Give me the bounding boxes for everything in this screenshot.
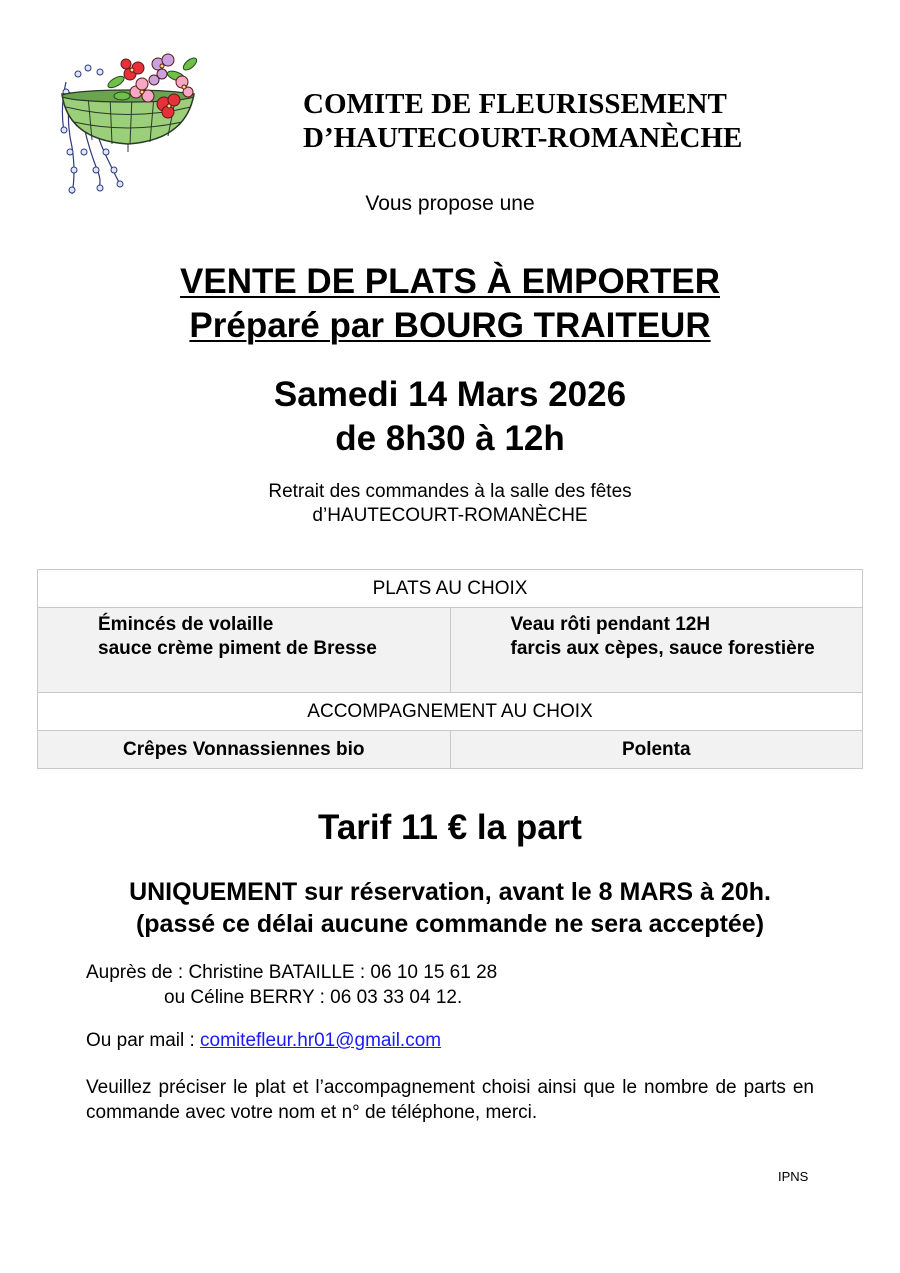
email-link[interactable]: comitefleur.hr01@gmail.com bbox=[200, 1030, 442, 1051]
order-instructions: Veuillez préciser le plat et l’accompagnement choisi ainsi que le nombre de parts en commande avec votre nom et n° de téléphone, merci. bbox=[86, 1077, 814, 1123]
reservation-notice bbox=[0, 876, 900, 940]
accompagnement-option-2: Polenta bbox=[450, 731, 863, 769]
reservation-line1: UNIQUEMENT sur réservation, avant le 8 MARS à 20h. bbox=[129, 878, 771, 906]
accompagnement-header: ACCOMPAGNEMENT AU CHOIX bbox=[38, 693, 863, 731]
plat-option-2 bbox=[450, 608, 863, 693]
plat2-line1: Veau rôti pendant 12H bbox=[510, 614, 711, 635]
page-title bbox=[0, 260, 900, 348]
event-date: Samedi 14 Mars 2026 bbox=[273, 375, 627, 414]
mail-label: Ou par mail : bbox=[86, 1030, 201, 1051]
event-hours: de 8h30 à 12h bbox=[335, 419, 565, 458]
intro-text: Vous propose une bbox=[365, 192, 535, 215]
contact-info bbox=[86, 960, 497, 1010]
pickup-line1: Retrait des commandes à la salle des fêtes bbox=[268, 481, 632, 502]
title-line1: VENTE DE PLATS À EMPORTER bbox=[180, 262, 720, 301]
accompagnement-option-1: Crêpes Vonnassiennes bio bbox=[38, 731, 451, 769]
organization-name-line2: D’HAUTECOURT-ROMANÈCHE bbox=[303, 122, 743, 154]
organization-name-line1: COMITE DE FLEURISSEMENT bbox=[303, 88, 727, 120]
plat-option-1 bbox=[38, 608, 451, 693]
pickup-line2: d’HAUTECOURT-ROMANÈCHE bbox=[312, 505, 588, 526]
hanging-flower-basket-icon bbox=[58, 52, 203, 202]
plats-header: PLATS AU CHOIX bbox=[38, 570, 863, 608]
contact-line2: ou Céline BERRY : 06 03 33 04 12. bbox=[164, 987, 463, 1008]
plat1-line1: Émincés de volaille bbox=[98, 614, 274, 635]
event-datetime bbox=[0, 373, 900, 461]
title-line2: Préparé par BOURG TRAITEUR bbox=[189, 306, 711, 345]
contact-line1: Auprès de : Christine BATAILLE : 06 10 15 61 28 bbox=[86, 962, 498, 983]
price: Tarif 11 € la part bbox=[318, 808, 582, 847]
plat1-line2: sauce crème piment de Bresse bbox=[98, 638, 377, 659]
reservation-line2: (passé ce délai aucune commande ne sera acceptée) bbox=[135, 910, 765, 938]
ipns-mention: IPNS bbox=[778, 1169, 809, 1184]
pickup-info bbox=[0, 480, 900, 528]
plat2-line2: farcis aux cèpes, sauce forestière bbox=[510, 638, 815, 659]
organization-name bbox=[303, 87, 803, 155]
mail-contact bbox=[86, 1030, 441, 1052]
menu-table bbox=[37, 569, 863, 769]
